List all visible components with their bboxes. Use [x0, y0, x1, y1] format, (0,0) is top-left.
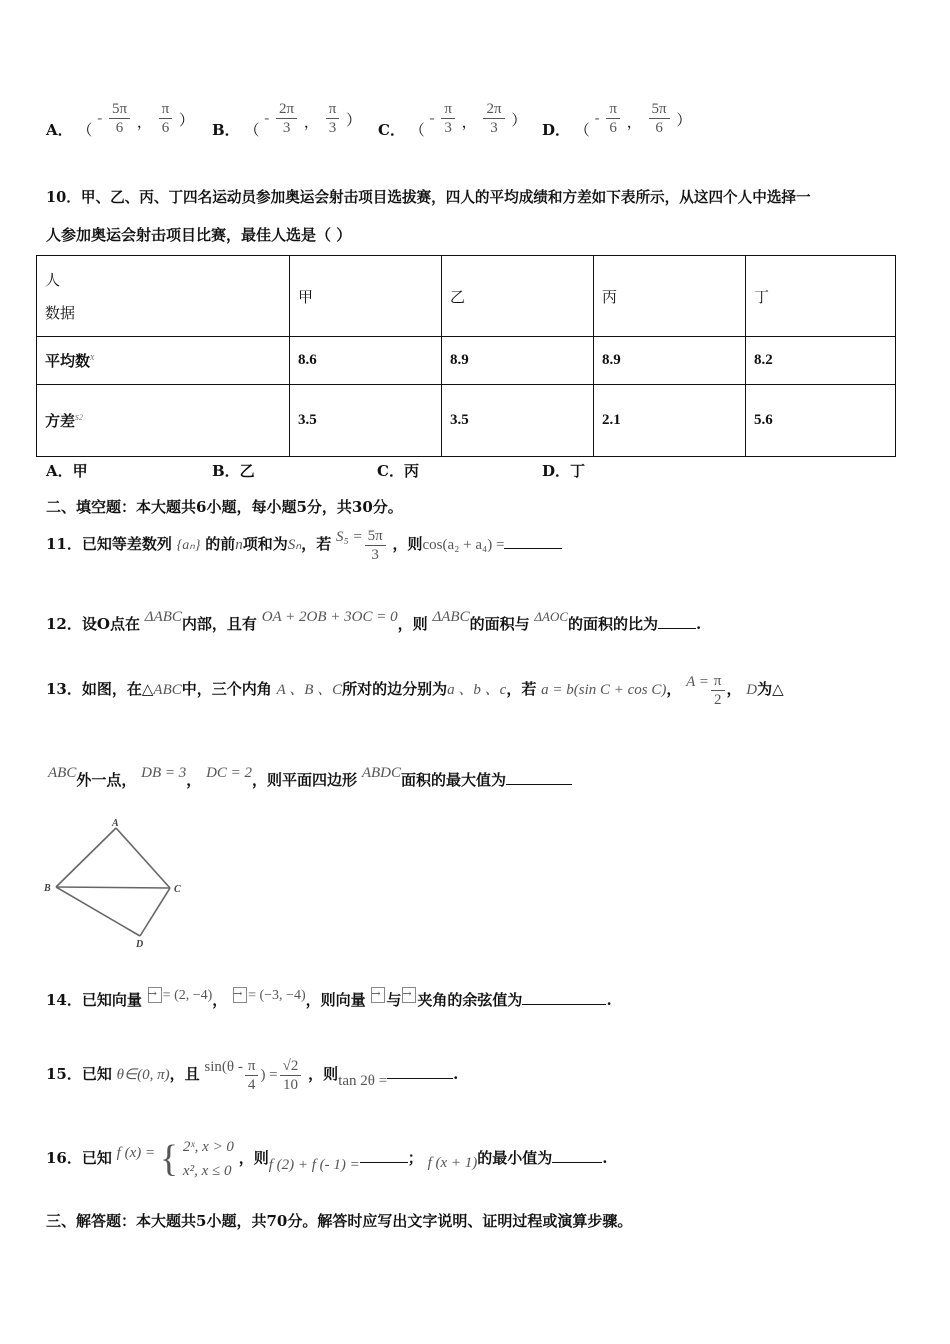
table-cell: 8.9 [594, 337, 746, 385]
q10-option-b[interactable]: B．乙 [212, 462, 255, 480]
vector-b-symbol [402, 987, 416, 1003]
q10-option-a[interactable]: A．甲 [46, 462, 88, 480]
table-cell: 5.6 [746, 385, 896, 457]
table-header-cell: 丙 [594, 256, 746, 337]
q15-answer-blank[interactable] [387, 1064, 453, 1079]
table-header-row [37, 256, 896, 337]
option-label: A． [46, 120, 73, 139]
q14: 14．已知向量 → = (2, −4)， → = (−3, −4)，则向量 → 与→ 夹角的余弦值为 . [46, 980, 612, 1020]
q15: 15．已知 θ∈(0, π)，且 sin(θ - $\frac{\pi}{4}$ ) = $\frac{√2}{10}$ ，则tan 2θ = . [46, 1057, 459, 1093]
segment-cd [140, 888, 170, 936]
table-cell: 3.5 [290, 385, 442, 457]
vertex-a-label: A [112, 818, 119, 829]
segment-bc [56, 887, 170, 888]
q10-data-table [36, 255, 896, 457]
vector-a-symbol [371, 987, 385, 1003]
option-label: D． [542, 120, 571, 139]
vertex-d-label: D [136, 939, 144, 950]
option-label: B． [212, 120, 240, 139]
q13-answer-blank[interactable] [506, 770, 572, 785]
vertex-b-label: B [44, 883, 51, 894]
q12-answer-blank[interactable] [658, 614, 696, 629]
q9-option-a[interactable]: A． （ - $\frac{5\pi}{6}$ ， $\frac{\pi}{6}$ ） [46, 101, 195, 139]
vector-b-symbol [233, 987, 247, 1003]
vertex-c-label: C [174, 884, 181, 895]
q9-option-d[interactable]: D． （ - $\frac{\pi}{6}$ ， $\frac{5\pi}{6}$ ） [542, 101, 692, 139]
q10-line2: 人参加奥运会射击项目比赛，最佳人选是（ ） [46, 226, 352, 244]
table-cell: 2.1 [594, 385, 746, 457]
q9-option-b[interactable]: B． （ - $\frac{2\pi}{3}$ ， $\frac{\pi}{3}$ ） [212, 101, 362, 139]
table-cell: 8.2 [746, 337, 896, 385]
segment-ac [116, 828, 170, 888]
table-cell: 3.5 [442, 385, 594, 457]
q13-line2: ABC外一点， DB = 3， DC = 2，则平面四边形 ABDC面积的最大值为 [48, 760, 572, 800]
row-label-mean: 平均数$^x$ [37, 337, 290, 385]
q10-option-d[interactable]: D．丁 [542, 462, 586, 480]
piecewise-cases: 2ˣ, x > 0 x², x ≤ 0 [182, 1139, 234, 1179]
q13-line1: 13．如图，在△ABC中，三个内角 A 、B 、C所对的边分别为a 、b 、c，若 a = b(sin C + cos C)， A = $\frac{\pi}{2}$ ， D为△ [46, 672, 784, 708]
q12: 12．设O点在 ΔABC内部，且有 OA + 2OB + 3OC = 0，则 ΔABC的面积与 ΔAOC的面积的比为 . [46, 609, 702, 633]
q16-answer-blank-2[interactable] [552, 1148, 602, 1163]
table-corner-cell: 人 数据 [37, 256, 290, 337]
q16: 16．已知 f (x) = { 2ˣ, x > 0 x², x ≤ 0 ，则f (2) + f (- 1) = ； f (x + 1)的最小值为 . [46, 1128, 608, 1188]
q13-quadrilateral-figure [40, 812, 200, 952]
table-row-mean [37, 337, 896, 385]
vector-a-symbol [148, 987, 162, 1003]
q11: 11．已知等差数列 {aₙ} 的前n项和为Sₙ，若 S₅ = $\frac{5\pi}{3}$ ，则cos(a₂ + a₄) = [46, 524, 562, 564]
section-3-heading: 三、解答题：本大题共5小题，共70分。解答时应写出文字说明、证明过程或演算步骤。 [46, 1212, 633, 1230]
table-header-cell: 丁 [746, 256, 896, 337]
piecewise-brace: { [159, 1138, 179, 1180]
table-header-cell: 甲 [290, 256, 442, 337]
table-cell: 8.6 [290, 337, 442, 385]
q10-line1: 10．甲、乙、丙、丁四名运动员参加奥运会射击项目选拔赛，四人的平均成绩和方差如下表所示，从这四个人中选择一 [46, 189, 811, 206]
q11-answer-blank[interactable] [504, 534, 562, 549]
table-header-cell: 乙 [442, 256, 594, 337]
segment-bd [56, 887, 140, 936]
segment-ab [56, 828, 116, 887]
row-label-variance: 方差$^{s2}$ [37, 385, 290, 457]
option-label: C． [378, 120, 405, 139]
q9-option-c[interactable]: C． （ - $\frac{\pi}{3}$ ， $\frac{2\pi}{3}$ ） [378, 101, 527, 139]
table-row-variance [37, 385, 896, 457]
q14-answer-blank[interactable] [522, 990, 606, 1005]
section-2-heading: 二、填空题：本大题共6小题，每小题5分，共30分。 [46, 498, 403, 516]
table-cell: 8.9 [442, 337, 594, 385]
q10-option-c[interactable]: C．丙 [377, 462, 419, 480]
q16-answer-blank-1[interactable] [360, 1148, 408, 1163]
